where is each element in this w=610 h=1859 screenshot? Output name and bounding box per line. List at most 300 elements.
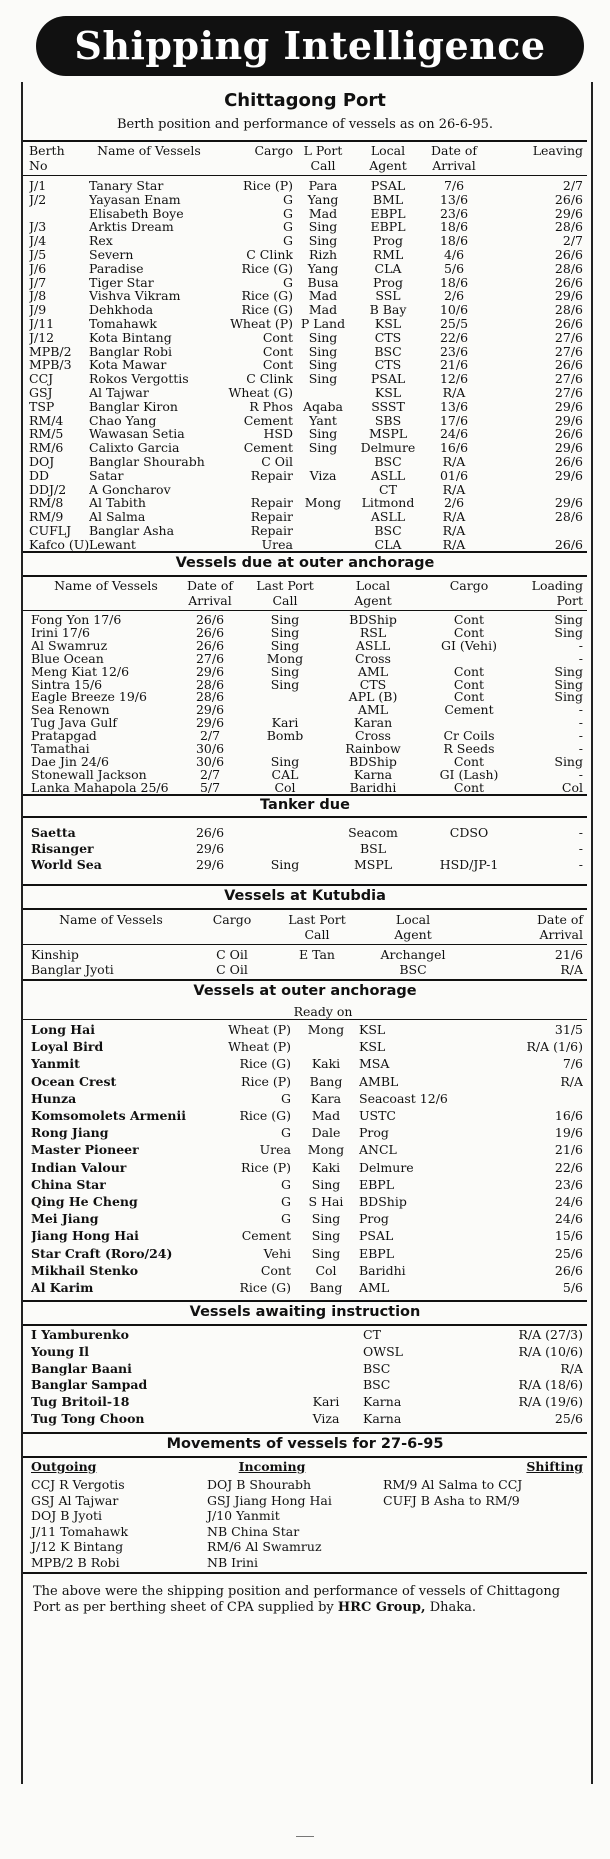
section-rule [23,979,587,981]
table-cell: Rizh [308,247,338,262]
table-cell: Arktis Dream [89,219,174,235]
table-row [23,1210,587,1227]
movement-outgoing-item: J/12 K Bintang [31,1539,124,1554]
table-cell: Master Pioneer [31,1142,139,1158]
table-cell: Cr Coils [443,728,495,744]
table-cell: J/11 [29,316,55,331]
table-cell: 29/6 [554,495,583,511]
table-cell: Saetta [31,825,76,840]
table-cell: Karna [363,1394,402,1410]
table-cell: Dale [311,1125,341,1141]
table-cell: J/8 [29,288,47,304]
table-cell: Tug Britoil-18 [31,1394,130,1410]
column-header: Date of Arrival [430,143,478,173]
table-cell: Sing [554,753,583,769]
table-cell: Yanmit [31,1056,80,1072]
table-cell: 12/6 [439,371,469,387]
table-cell: 19/6 [554,1125,583,1141]
table-cell: R/A (1/6) [526,1039,583,1055]
section-rule [23,140,587,142]
table-cell: 30/6 [195,753,225,769]
table-cell: PSAL [370,371,406,387]
table-cell: KSL [374,316,402,331]
table-cell: RSL [359,624,387,640]
column-header: Name of Vessels [54,578,158,593]
table-cell: Yayasan Enam [89,191,181,207]
section-rule [23,1019,587,1020]
table-cell: Dae Jin 24/6 [31,753,109,769]
table-cell: - [578,741,583,756]
table-cell: Sing [270,676,300,692]
movement-incoming-item: NB China Star [207,1523,300,1539]
movement-outgoing-item: J/11 Tomahawk [31,1523,129,1539]
table-cell: Cont [262,343,293,359]
table-cell: - [578,825,583,840]
table-cell: Indian Valour [31,1159,127,1175]
table-cell: BSC [374,343,402,359]
table-cell: Mikhail Stenko [31,1262,139,1278]
table-row [23,840,587,857]
table-cell: G [281,1125,291,1141]
table-cell: Mei Jiang [31,1211,99,1227]
table-cell: KSL [359,1022,386,1037]
table-cell: EBPL [370,205,406,221]
table-cell: Star Craft (Roro/24) [31,1245,173,1261]
table-cell: Sea Renown [31,702,110,718]
table-cell: 26/6 [554,454,583,469]
table-cell: Tomahawk [89,316,157,331]
table-cell: MSPL [368,426,408,442]
table-cell: 27/6 [195,650,225,666]
table-cell: AMBL [359,1073,399,1089]
section-title: Tanker due [260,797,350,813]
table-cell: 2/7 [562,178,583,193]
table-cell: Para [308,178,338,193]
table-cell: Prog [373,233,403,249]
table-cell: ASLL [370,467,406,483]
table-cell: Sing [270,624,300,640]
movements-table [23,1432,587,1582]
table-cell: Bomb [266,728,304,744]
table-row [23,1193,587,1210]
kutubdia-table [23,884,587,979]
table-cell: ASLL [370,509,406,525]
table-cell: MPB/2 [29,343,72,359]
table-cell: 22/6 [439,329,469,345]
table-cell: BSC [363,1377,391,1393]
table-cell: Busa [307,274,339,290]
table-cell: GSJ [29,385,53,400]
table-cell: SBS [374,412,402,428]
table-cell: G [281,1194,291,1209]
berth-subtitle: Berth position and performance of vessels as on 26-6-95. [116,117,494,132]
table-cell: RM/5 [29,426,64,442]
table-row [23,1176,587,1193]
table-cell: Tanary Star [89,178,164,193]
table-cell: Rice (P) [243,178,293,193]
table-cell: Kari [271,715,299,731]
section-title: Vessels due at outer anchorage [175,555,435,571]
table-cell: - [578,766,583,782]
table-cell: Sing [308,426,338,442]
table-cell: HSD [263,426,293,442]
movement-incoming-item: NB Irini [207,1554,259,1570]
table-cell: Young Il [31,1343,90,1359]
table-cell: Sing [308,219,338,235]
table-cell: 18/6 [439,219,469,235]
section-rule [23,944,587,945]
section-title: Vessels at Kutubdia [224,888,386,904]
table-cell: 26/6 [195,624,225,640]
table-cell: J/7 [29,274,47,290]
movement-incoming-item: DOJ B Shourabh [207,1477,312,1492]
movement-header-shifting: Shifting [526,1459,583,1474]
table-cell: Dehkhoda [89,302,154,318]
table-cell: Banglar Jyoti [31,962,114,977]
table-cell: Seacom [348,825,398,840]
table-cell: 28/6 [195,676,225,692]
table-row [23,1245,587,1262]
table-cell: 29/6 [195,715,225,731]
table-cell: CTS [374,357,402,373]
table-cell: BSL [359,841,387,856]
table-cell: Viza [312,1411,340,1426]
table-cell: 5/6 [562,1280,583,1295]
table-row [23,1159,587,1176]
table-cell: Komsomolets Armenii [31,1108,187,1123]
table-row [23,1107,587,1124]
table-cell: 28/6 [554,509,583,525]
table-cell: J/3 [29,219,47,235]
table-cell: 27/6 [554,371,583,387]
table-cell: J/4 [29,233,47,249]
table-cell: Banglar Shourabh [89,454,205,469]
table-cell: Sing [311,1211,341,1227]
table-cell: Wheat (G) [228,385,293,400]
table-cell: Col [561,779,583,795]
table-row [23,1073,587,1090]
table-cell: APL (B) [348,689,398,705]
table-cell: Al Swamruz [31,637,108,653]
table-cell: Repair [250,509,293,525]
table-cell: Cont [453,676,485,692]
table-cell: Sing [554,676,583,692]
table-cell: Repair [250,523,293,538]
section-rule [23,908,587,910]
table-cell: CDSO [449,825,489,840]
table-cell: R/A [442,523,466,538]
table-cell: Prog [359,1211,389,1227]
table-cell: 01/6 [439,467,469,483]
column-header: Local Agent [394,912,432,942]
column-header: Local Agent [354,578,392,608]
due-table [23,551,587,795]
table-row [23,1141,587,1158]
table-cell: BSC [363,1360,391,1376]
table-cell: 18/6 [439,274,469,290]
table-cell: Yang [307,191,339,207]
table-cell: - [578,702,583,718]
table-cell: R/A [442,536,466,552]
table-cell: Hunza [31,1090,77,1106]
table-cell: 24/6 [554,1194,583,1209]
table-cell: - [578,650,583,666]
table-cell: Vishva Vikram [89,288,181,304]
table-cell: Karna [353,766,393,782]
section-rule [23,175,587,176]
table-cell: C Clink [246,247,293,262]
footer-text: The above were the shipping position and performance of vessels of Chittagong Port as per berthing sheet of CPA supplied by [33,1584,561,1615]
table-cell: 5/7 [199,779,221,795]
table-cell: 24/6 [439,426,469,442]
table-cell: Delmure [359,1159,414,1175]
table-cell: R/A (27/3) [518,1327,583,1342]
table-cell: 21/6 [554,1142,583,1158]
table-cell: 21/6 [439,357,469,373]
table-cell: 29/6 [554,440,583,456]
table-cell: Kaki [311,1056,341,1072]
table-cell: Bang [309,1073,343,1089]
table-row [23,1376,587,1393]
table-cell: - [578,715,583,731]
table-cell: - [578,857,583,872]
table-cell: Rokos Vergottis [89,371,189,387]
table-cell: 27/6 [554,343,583,359]
table-cell: EBPL [359,1176,395,1192]
table-cell: Cement [241,1228,291,1244]
table-cell: Sing [308,371,338,387]
table-cell: Rice (G) [241,288,293,304]
table-cell: CLA [374,536,402,552]
table-cell: 29/6 [195,702,225,718]
table-cell: G [283,205,293,221]
table-row [23,1279,587,1296]
table-row [23,1055,587,1072]
outer-anchorage-table [23,979,587,1300]
table-cell: G [283,233,293,249]
table-cell: 7/6 [443,178,465,193]
table-cell: 26/6 [195,612,225,627]
movement-header-incoming: Incoming [238,1459,306,1474]
table-cell: Archangel [380,947,446,962]
table-cell: Risanger [31,841,94,856]
table-cell: Baridhi [359,1262,406,1278]
page-mark [296,1836,314,1837]
table-cell: 25/6 [554,1245,583,1261]
table-cell: Mong [266,650,304,666]
movement-shifting-item: CUFJ B Asha to RM/9 [383,1492,520,1508]
column-header: Cargo [212,912,252,927]
table-cell: 16/6 [554,1108,583,1123]
table-cell: Banglar Asha [89,523,175,538]
table-cell: C Oil [216,962,248,977]
table-cell: Rice (G) [241,260,293,276]
table-cell: Wawasan Setia [89,426,185,442]
table-cell: 31/5 [554,1022,583,1037]
table-cell: Wheat (P) [228,1039,291,1055]
table-cell: Rice (G) [239,1056,291,1072]
column-header: Date of Arrival [186,578,234,608]
section-rule [23,816,587,818]
column-header: Local Agent [369,143,407,173]
table-cell: BSC [374,454,402,469]
awaiting-table [23,1300,587,1432]
table-cell: 29/6 [195,663,225,679]
table-cell: Sing [270,857,300,872]
table-row [23,1326,587,1343]
table-cell: 23/6 [554,1176,583,1192]
table-cell: Severn [89,247,134,262]
port-title: Chittagong Port [224,90,386,111]
table-cell: Pratapgad [31,728,97,744]
berth-table [23,140,587,550]
table-cell: G [283,274,293,290]
table-cell: Blue Ocean [31,650,104,666]
table-cell: Repair [250,467,293,483]
section-rule [23,884,587,886]
table-cell: G [281,1211,291,1227]
table-cell: 26/6 [554,316,583,331]
table-cell: 29/6 [554,288,583,304]
table-cell: Cont [262,357,293,373]
table-cell: Cement [444,702,494,718]
table-cell: Jiang Hong Hai [31,1228,139,1244]
table-cell: BDShip [359,1194,407,1209]
table-cell: Karna [363,1411,402,1426]
table-cell: AML [359,1280,390,1295]
table-cell: Vehi [263,1245,291,1261]
table-cell: Al Tajwar [89,385,149,400]
column-header: Berth No [29,143,65,173]
table-cell: CT [363,1327,381,1342]
table-cell: Sing [270,637,300,653]
table-cell: ANCL [359,1142,397,1158]
table-cell: CCJ [29,371,54,387]
table-cell: Sing [554,624,583,640]
table-cell: Rice (G) [239,1108,291,1123]
table-cell: Cont [262,329,293,345]
table-cell: 25/6 [554,1411,583,1426]
table-cell: Sing [270,663,300,679]
table-cell: R/A [442,385,466,400]
table-cell: 21/6 [554,947,583,962]
table-cell: Aqaba [303,398,343,414]
section-rule [23,1432,587,1434]
table-cell: J/9 [29,302,47,318]
table-cell: Mad [308,302,338,318]
table-cell: Rainbow [345,741,401,756]
table-cell: Kota Mawar [89,357,167,373]
table-cell: BDShip [349,753,397,769]
table-cell: Mad [311,1108,341,1123]
table-cell: Rice (P) [241,1159,291,1175]
table-cell: Col [315,1262,337,1278]
table-cell: Rice (P) [241,1073,291,1089]
table-cell: 16/6 [439,440,469,456]
table-cell: Al Tabith [89,495,146,511]
table-cell: 29/6 [195,841,225,856]
table-row [23,1227,587,1244]
table-cell: Kari [312,1394,340,1410]
table-cell: 28/6 [554,302,583,318]
table-row [23,961,587,978]
section-rule [23,1300,587,1302]
table-cell: 13/6 [439,398,469,414]
table-cell: AML [357,663,389,679]
table-cell: J/1 [29,178,47,193]
footer-city: Dhaka. [429,1600,476,1615]
table-cell: R/A [442,509,466,525]
table-cell: Karan [353,715,393,731]
table-cell: Kaki [311,1159,341,1175]
table-cell: Wheat (P) [230,316,293,331]
table-cell: Urea [259,1142,291,1158]
table-cell: Cont [453,663,485,679]
table-cell: Kinship [31,947,79,962]
table-cell: GI (Vehi) [441,637,497,653]
table-cell: 15/6 [554,1228,583,1244]
table-cell: Ocean Crest [31,1073,117,1089]
column-header: Last Port Call [256,578,314,608]
table-cell: RM/6 [29,440,64,456]
table-cell: 26/6 [554,357,583,373]
movement-outgoing-item: GSJ Al Tajwar [31,1492,119,1508]
table-cell: PSAL [370,178,406,193]
table-cell: Cont [453,779,485,795]
tanker-table [23,797,587,884]
table-cell: Elisabeth Boye [89,205,184,221]
table-cell: 2/7 [562,233,583,249]
table-cell: G [283,191,293,207]
table-cell: Mong [304,495,342,511]
table-cell: 26/6 [554,536,583,552]
table-cell: 26/6 [554,426,583,442]
table-cell: S Hai [308,1194,344,1209]
table-cell: CT [379,481,397,497]
table-cell: Al Karim [31,1280,94,1295]
table-cell: Delmure [360,440,416,456]
column-header: Cargo [254,143,293,158]
table-cell: - [578,637,583,653]
table-cell: 28/6 [195,689,225,705]
table-cell: Rice (G) [241,302,293,318]
table-cell: 28/6 [554,219,583,235]
table-cell: 26/6 [554,274,583,290]
table-cell: R/A [442,481,466,497]
table-row [23,1343,587,1360]
table-cell: R/A (19/6) [518,1394,583,1410]
table-cell: Rong Jiang [31,1125,109,1141]
table-cell: A Goncharov [89,481,171,497]
table-cell: R/A [442,454,466,469]
table-cell: Kafco (U) [29,536,89,552]
table-cell: 13/6 [439,191,469,207]
table-cell: Cont [453,689,485,705]
table-cell: 29/6 [554,205,583,221]
table-cell: Cement [243,412,293,428]
table-cell: Loyal Bird [31,1039,104,1055]
table-cell: Sing [308,343,338,359]
table-cell: Kara [310,1090,342,1106]
table-cell: 30/6 [195,741,225,756]
table-cell: Sing [554,689,583,705]
table-cell: Mad [308,205,338,221]
table-cell: DDJ/2 [29,481,67,497]
table-cell: Cont [453,612,485,627]
table-row [23,856,587,873]
table-cell: C Oil [216,947,248,962]
table-cell: 26/6 [195,637,225,653]
